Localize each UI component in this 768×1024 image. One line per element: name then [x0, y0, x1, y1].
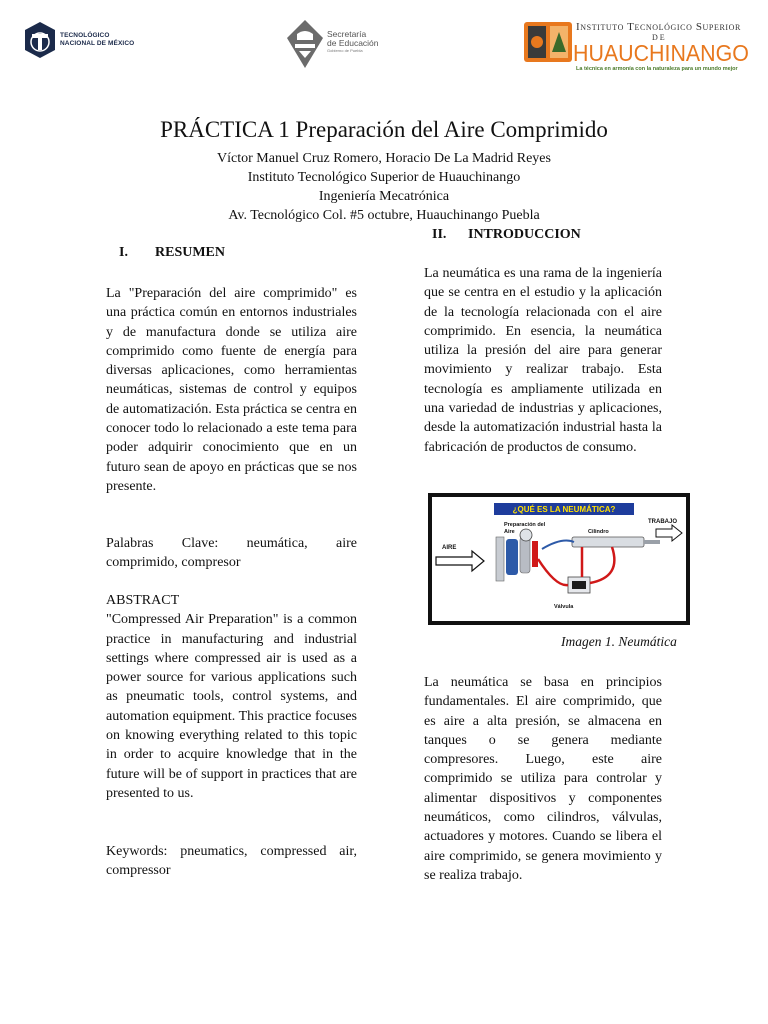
- label-valvula: Válvula: [554, 604, 574, 610]
- section-heading-introduccion: [432, 227, 581, 243]
- program: Ingeniería Mecatrónica: [318, 189, 450, 204]
- ith-tagline: La técnica en armonía con la naturaleza para un mundo mejor: [576, 66, 738, 72]
- label-cilindro: Cilindro: [588, 529, 609, 535]
- label-trabajo: TRABAJO: [648, 519, 678, 525]
- ith-logo: [524, 18, 756, 74]
- section-title: INTRODUCCION: [468, 227, 581, 242]
- abstract-title: ABSTRACT: [106, 593, 180, 608]
- sep-line2: de Educación: [327, 38, 379, 48]
- ith-line2: DE: [652, 33, 667, 42]
- label-aire: AIRE: [442, 545, 457, 551]
- tecnm-seal-icon: [22, 20, 58, 60]
- section-title: RESUMEN: [155, 245, 226, 260]
- institution: Instituto Tecnológico Superior de Huauchinango: [247, 170, 521, 185]
- palabras-clave: Palabras Clave: neumática, aire comprimido, compresor: [106, 536, 357, 571]
- sep-line1: Secretaría: [327, 29, 367, 39]
- tecnm-line2: NACIONAL DE MÉXICO: [60, 40, 135, 47]
- figure-neumatica: [428, 493, 690, 625]
- label-prep-2: Aire: [504, 529, 515, 535]
- abstract-block: [106, 591, 357, 803]
- air-arrow-icon: [436, 551, 484, 571]
- work-arrow-icon: [656, 525, 682, 541]
- principios-paragraph: La neumática se basa en principios fundamentales. El aire comprimido, que es aire a alta presión, se almacena en tanques o se genera mediante compresores. Luego, este aire comprimido se utiliza para controlar y alimentar dispositivos y componentes neumáticos, como cilindros, válvulas, actuadores y motores. Cuando se libera el aire comprimido, se genera movimiento y se realiza trabajo.: [424, 675, 662, 883]
- tecnm-line1: TECNOLÓGICO: [60, 32, 110, 39]
- ith-line1: Instituto Tecnológico Superior: [576, 21, 741, 33]
- pneumatic-diagram-illustration: [432, 497, 686, 621]
- abstract-paragraph: "Compressed Air Preparation" is a common practice in manufacturing and industrial settings where compressed air is used as a power source for various applications such as pneumatic tools, control systems, and automation equipment. This practice focuses on knowing everything related to this topic in order to acquire knowledge that in the future will be of support in practices that are presented to us.: [106, 612, 357, 801]
- figure-caption: Imagen 1. Neumática: [561, 634, 677, 649]
- figure-banner: ¿QUÉ ES LA NEUMÁTICA?: [512, 505, 616, 514]
- section-number: II.: [432, 227, 447, 242]
- keywords: Keywords: pneumatics, compressed air, compressor: [106, 844, 357, 879]
- sep-logo: [285, 18, 395, 74]
- resumen-paragraph: La "Preparación del aire comprimido" es una práctica común en entornos industriales y de manufactura donde se utiliza aire comprimido como fuente de energía para diversas aplicaciones, como herramientas neumáticas, sistemas de control y equipos de automatización. Esta práctica se centra en conocer todo lo relacionado a este tema para poder adquirir conocimiento que en un futuro sean de apoyo en prácticas que se nos presente.: [106, 286, 357, 494]
- sep-line3: Gobierno de Puebla: [327, 48, 363, 53]
- address: Av. Tecnológico Col. #5 octubre, Huauchinango Puebla: [228, 208, 540, 223]
- introduccion-paragraph: La neumática es una rama de la ingeniería que se centra en el estudio y la aplicación de la tecnología relacionada con el aire comprimido. En esencia, la neumática utiliza la presión del aire para generar movimiento y realizar trabajo. Esta tecnología es ampliamente utilizada en una variedad de industrias y aplicaciones, desde la automatización industrial hasta la fabricación de productos de consumo.: [424, 266, 662, 455]
- tecnm-logo: [22, 20, 152, 64]
- author-names: Víctor Manuel Cruz Romero, Horacio De La Madrid Reyes: [217, 151, 551, 166]
- section-heading-resumen: [119, 245, 225, 261]
- label-prep-1: Preparación del: [504, 522, 546, 528]
- sep-emblem-icon: [285, 18, 325, 70]
- ith-line3: HUAUCHINANGO: [573, 40, 749, 66]
- paper-title: PRÁCTICA 1 Preparación del Aire Comprimido: [160, 117, 608, 142]
- ith-emblem-icon: [524, 22, 572, 62]
- section-number: I.: [119, 245, 128, 260]
